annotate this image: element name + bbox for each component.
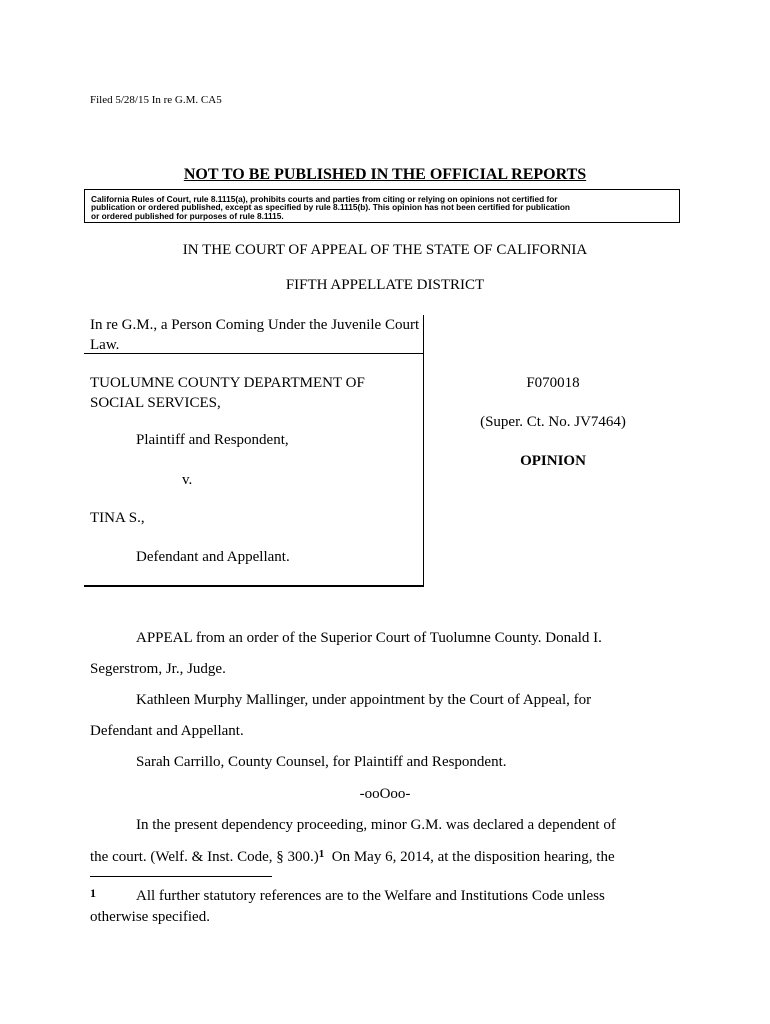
caption-versus: v. (182, 472, 193, 488)
caption-matter: In re G.M., a Person Coming Under the Juvenile Court Law. (90, 317, 420, 353)
appellate-district: FIFTH APPELLATE DISTRICT (285, 277, 485, 293)
footnote-text: otherwise specified. (90, 909, 210, 925)
caption-party-appellant: TINA S., (90, 510, 145, 526)
caption-bottom-rule (84, 585, 424, 587)
rules-notice-box (84, 189, 680, 223)
counsel-appellant-line: Defendant and Appellant. (90, 723, 244, 739)
counsel-respondent-line: Sarah Carrillo, County Counsel, for Plaintiff and Respondent. (136, 754, 507, 770)
caption-divider (84, 353, 424, 354)
publication-heading: NOT TO BE PUBLISHED IN THE OFFICIAL REPORTS (183, 166, 587, 183)
caption-party-respondent: TUOLUMNE COUNTY DEPARTMENT OF SOCIAL SERVICES, (90, 375, 365, 411)
caption-party-appellant-role: Defendant and Appellant. (136, 549, 290, 565)
case-number: F070018 (526, 375, 580, 391)
appeal-line: APPEAL from an order of the Superior Court of Tuolumne County. Donald I. (136, 630, 602, 646)
rules-notice-line: California Rules of Court, rule 8.1115(a), prohibits courts and parties from citing or relying on opinions not certified for (91, 194, 558, 204)
footnote-reference[interactable]: 1 (318, 848, 325, 860)
footnote-text: All further statutory references are to the Welfare and Institutions Code unless (136, 888, 605, 904)
caption-vertical-rule (423, 315, 424, 585)
appeal-line: Segerstrom, Jr., Judge. (90, 661, 226, 677)
counsel-appellant-line: Kathleen Murphy Mallinger, under appointment by the Court of Appeal, for (136, 692, 592, 708)
footnote-rule (90, 876, 272, 877)
superior-court-number: (Super. Ct. No. JV7464) (480, 414, 626, 430)
caption-party-respondent-role: Plaintiff and Respondent, (136, 432, 289, 448)
section-separator: -ooOoo- (359, 786, 411, 802)
rules-notice-line: or ordered published for purposes of rule 8.1115. (91, 210, 284, 221)
opinion-paragraph-line (90, 848, 615, 866)
filed-line: Filed 5/28/15 In re G.M. CA5 (90, 94, 222, 106)
opinion-text: the court. (Welf. & Inst. Code, § 300.) (90, 849, 319, 865)
rules-notice-line: publication or ordered published, except as specified by rule 8.1115(b). This opinion has not been certified for publication (91, 202, 570, 213)
opinion-paragraph-line: In the present dependency proceeding, minor G.M. was declared a dependent of (136, 817, 616, 833)
document-type: OPINION (520, 453, 586, 469)
opinion-text: On May 6, 2014, at the disposition hearing, the (324, 849, 615, 865)
footnote-number: 1 (90, 886, 96, 900)
court-name: IN THE COURT OF APPEAL OF THE STATE OF CALIFORNIA (182, 242, 588, 258)
